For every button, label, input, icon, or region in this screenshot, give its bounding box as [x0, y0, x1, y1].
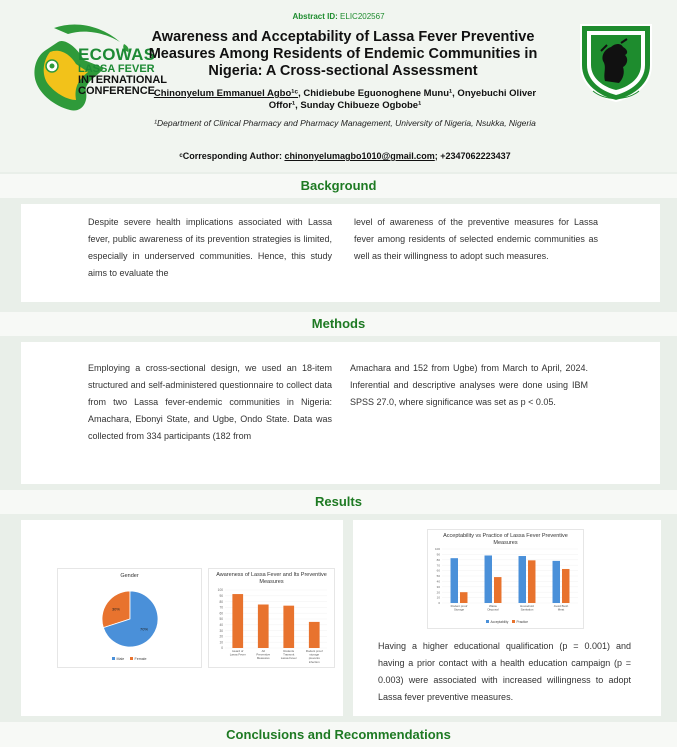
- poster-title: Awareness and Acceptability of Lassa Fever Preventive Measures Among Residents of Endemic Communities in Nigeria: A Cross-sectional Assessment: [148, 29, 538, 79]
- y-tick-label: 70: [436, 563, 440, 568]
- gender-pie-svg: [58, 579, 201, 665]
- x-tick-label: Lassa Fever: [280, 656, 297, 661]
- legend-label-female: Female: [134, 657, 147, 661]
- awareness-bar-chart: [208, 568, 335, 668]
- y-tick-label: 30: [219, 628, 223, 633]
- bar-acceptability: [519, 556, 526, 603]
- y-tick-label: 100: [434, 547, 440, 552]
- university-seal-icon: [577, 21, 655, 103]
- abstract-id: Abstract ID: ELIC202567: [292, 12, 385, 21]
- legend-label-male: Male: [116, 657, 125, 661]
- section-heading-background: Background: [0, 174, 677, 198]
- bar-acceptability: [553, 561, 560, 603]
- x-tick-label: Waste: [488, 604, 498, 608]
- pie-label-female: 30%: [111, 606, 120, 612]
- y-tick-label: 80: [219, 599, 223, 604]
- y-tick-label: 20: [219, 634, 223, 639]
- methods-text-col1: Employing a cross-sectional design, we used an 18-item structured and self-administered questionnaire to collect data from two Lassa fever-endemic communities in Nigeria: Amachara, Ebonyi State, and Ugbe, Ondo State. Data was collected from 334 participants (182 from: [88, 363, 332, 441]
- poster-header: [0, 0, 677, 172]
- x-tick-label: Sanitation: [520, 607, 534, 612]
- bar-acceptability: [485, 555, 492, 603]
- x-tick-label: Rodent proof: [450, 604, 468, 608]
- section-heading-results: Results: [0, 490, 677, 514]
- acceptability-practice-chart: [427, 529, 584, 629]
- y-tick-label: 50: [436, 574, 440, 579]
- x-tick-label: infection: [308, 659, 320, 664]
- gender-pie-chart: [57, 568, 202, 668]
- corresponding-author: ᶜCorresponding Author: chinonyelumagbo1010@gmail.com; +2347062223437: [179, 151, 511, 161]
- y-tick-label: 40: [219, 623, 223, 627]
- y-tick-label: 70: [219, 605, 223, 610]
- y-tick-label: 0: [438, 601, 440, 606]
- y-tick-label: 60: [436, 568, 440, 573]
- section-heading-conclusions: Conclusions and Recommendations: [0, 722, 677, 747]
- x-tick-label: Heard of: [232, 649, 244, 653]
- x-tick-label: Lassa Fever: [229, 652, 246, 657]
- logo-text: ECOWAS LASSA FEVER INTERNATIONAL CONFERENCE: [78, 45, 168, 97]
- y-tick-label: 90: [436, 552, 440, 557]
- legend-swatch-female: [130, 657, 133, 660]
- x-tick-label: Preventive: [256, 652, 271, 657]
- y-tick-label: 60: [219, 611, 223, 616]
- bar-practice: [494, 577, 501, 603]
- awareness-bar: [283, 606, 294, 648]
- legend-swatch-practice: [512, 620, 515, 623]
- y-tick-label: 40: [436, 579, 440, 584]
- x-tick-label: Measures: [256, 656, 270, 661]
- y-tick-label: 0: [221, 646, 223, 651]
- awareness-chart-title: Awareness of Lassa Fever and Its Preventive Measures: [216, 572, 327, 585]
- x-tick-label: Storage: [453, 607, 465, 612]
- pie-label-male: 70%: [140, 626, 149, 632]
- legend-swatch-acceptability: [486, 620, 489, 623]
- acceptability-chart-title: Acceptability vs Practice of Lassa Fever Preventive Measures: [443, 533, 568, 546]
- x-tick-label: Rodent proof: [305, 649, 323, 653]
- awareness-bar-svg: [209, 586, 334, 666]
- acceptability-bar-svg: [428, 547, 583, 629]
- x-tick-label: Avoid Bush: [553, 604, 569, 608]
- y-tick-label: 10: [219, 640, 223, 645]
- background-text-col2: level of awareness of the preventive measures for Lassa fever among residents of selected endemic communities as well as their willingness to adopt such measures.: [354, 217, 598, 261]
- y-tick-label: 80: [436, 557, 440, 562]
- legend-label-practice: Practice: [516, 619, 529, 624]
- awareness-bar: [309, 622, 320, 648]
- y-tick-label: 90: [219, 594, 223, 598]
- y-tick-label: 30: [436, 584, 440, 589]
- results-text: Having a higher educational qualification (p = 0.001) and having a prior contact with a health education campaign (p = 0.003) were associated with increased willingness to adopt Lassa fever preventive measures.: [378, 641, 631, 702]
- x-tick-label: Household: [520, 604, 534, 608]
- x-tick-label: All: [261, 649, 265, 653]
- bar-practice: [562, 569, 569, 603]
- y-tick-label: 10: [436, 595, 440, 600]
- bar-practice: [460, 592, 467, 603]
- section-heading-methods: Methods: [0, 312, 677, 336]
- x-tick-label: Disposal: [487, 607, 499, 612]
- lead-author: Chinonyelum Emmanuel Agbo¹ᶜ: [153, 88, 299, 99]
- x-tick-label: prevents: [308, 656, 320, 661]
- x-tick-label: Rodents: [283, 649, 295, 653]
- author-email-link[interactable]: chinonyelumagbo1010@gmail.com: [284, 151, 435, 161]
- y-tick-label: 100: [217, 588, 223, 593]
- x-tick-label: Transmit: [283, 652, 295, 657]
- x-tick-label: Meat: [557, 607, 565, 612]
- x-tick-label: storage: [309, 652, 320, 657]
- y-tick-label: 20: [436, 590, 440, 595]
- methods-text-col2: Amachara and 152 from Ugbe) from March to April, 2024. Inferential and descriptive analyses were done using IBM SPSS 27.0, where significance was set as p < 0.05.: [350, 363, 588, 407]
- bar-acceptability: [451, 558, 458, 603]
- legend-label-acceptability: Acceptability: [490, 619, 509, 624]
- y-tick-label: 50: [219, 617, 223, 622]
- awareness-bar: [258, 605, 269, 649]
- legend-swatch-male: [112, 657, 115, 660]
- background-text-col1: Despite severe health implications associated with Lassa fever, public awareness of its prevention strategies is limited, especially in underserved communities. Hence, this study aims to evaluate the: [88, 217, 332, 278]
- bar-practice: [528, 560, 535, 603]
- affiliation: ¹Department of Clinical Pharmacy and Pharmacy Management, University of Nigeria, Nsukka, Nigeria: [154, 118, 536, 128]
- author-list: Chinonyelum Emmanuel Agbo¹ᶜ, Chidiebube Eguonoghene Munu¹, Onyebuchi Oliver Offor¹, Sunday Chibueze Ogbobe¹: [153, 88, 537, 111]
- gender-chart-title: Gender: [120, 573, 139, 579]
- awareness-bar: [232, 594, 243, 648]
